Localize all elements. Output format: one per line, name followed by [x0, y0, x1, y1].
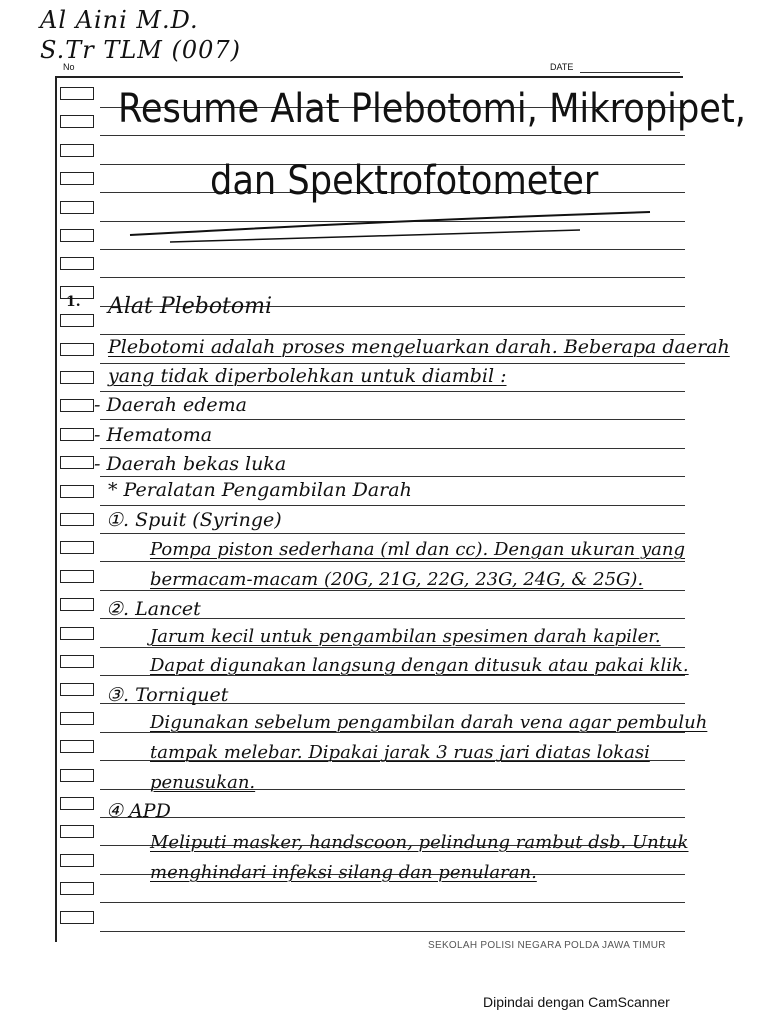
margin-box	[60, 797, 94, 810]
note-line: - Hematoma	[94, 424, 213, 446]
note-line: * Peralatan Pengambilan Darah	[108, 479, 412, 501]
note-line: ②. Lancet	[106, 598, 201, 620]
margin-box	[60, 769, 94, 782]
ruled-line	[100, 135, 685, 136]
margin-box	[60, 115, 94, 128]
margin-box	[60, 229, 94, 242]
note-line: tampak melebar. Dipakai jarak 3 ruas jari diatas lokasi	[150, 742, 650, 763]
margin-box	[60, 172, 94, 185]
note-line: Meliputi masker, handscoon, pelindung rambut dsb. Untuk	[150, 832, 689, 853]
margin-box	[60, 87, 94, 100]
margin-box	[60, 343, 94, 356]
margin-box	[60, 513, 94, 526]
section-heading: Alat Plebotomi	[108, 294, 273, 319]
margin-box	[60, 655, 94, 668]
margin-box	[60, 399, 94, 412]
margin-box	[60, 854, 94, 867]
note-line: Plebotomi adalah proses mengeluarkan darah. Beberapa daerah	[108, 336, 730, 358]
author-name: Al Aini M.D.	[40, 6, 199, 34]
ruled-line	[100, 391, 685, 392]
note-line: ③. Torniquet	[106, 684, 229, 706]
title-flourish	[110, 210, 670, 250]
margin-box	[60, 428, 94, 441]
margin-box	[60, 882, 94, 895]
paper-top-border	[55, 76, 683, 78]
margin-box	[60, 740, 94, 753]
margin-box	[60, 314, 94, 327]
margin-box	[60, 911, 94, 924]
margin-box	[60, 627, 94, 640]
ruled-line	[100, 277, 685, 278]
margin-box	[60, 598, 94, 611]
footer-scanner: Dipindai dengan CamScanner	[483, 994, 670, 1010]
author-class: S.Tr TLM (007)	[40, 36, 242, 64]
section-number: 1.	[66, 294, 81, 310]
margin-box	[60, 825, 94, 838]
margin-box	[60, 712, 94, 725]
ruled-line	[100, 476, 685, 477]
note-line: Dapat digunakan langsung dengan ditusuk atau pakai klik.	[150, 655, 689, 676]
note-line: penusukan.	[150, 772, 256, 793]
ruled-line	[100, 902, 685, 903]
note-line: Digunakan sebelum pengambilan darah vena agar pembuluh	[150, 712, 708, 733]
ruled-line	[100, 561, 685, 562]
margin-box	[60, 371, 94, 384]
label-no: No	[63, 62, 75, 72]
note-line: Pompa piston sederhana (ml dan cc). Dengan ukuran yang	[150, 539, 685, 560]
ruled-line	[100, 448, 685, 449]
margin-box	[60, 257, 94, 270]
ruled-line	[100, 419, 685, 420]
note-line: ④ APD	[106, 800, 171, 822]
margin-box	[60, 201, 94, 214]
note-line: bermacam-macam (20G, 21G, 22G, 23G, 24G, & 25G).	[150, 569, 644, 590]
ruled-line	[100, 363, 685, 364]
note-line: ①. Spuit (Syringe)	[106, 509, 282, 531]
ruled-line	[100, 505, 685, 506]
date-line	[580, 72, 680, 73]
margin-box	[60, 541, 94, 554]
note-line: - Daerah bekas luka	[94, 453, 287, 475]
margin-box	[60, 144, 94, 157]
margin-box	[60, 456, 94, 469]
ruled-line	[100, 817, 685, 818]
footer-school: SEKOLAH POLISI NEGARA POLDA JAWA TIMUR	[428, 940, 666, 951]
margin-box	[60, 570, 94, 583]
note-line: yang tidak diperbolehkan untuk diambil :	[108, 365, 507, 387]
margin-box	[60, 485, 94, 498]
margin-box	[60, 683, 94, 696]
ruled-line	[100, 931, 685, 932]
note-line: - Daerah edema	[94, 394, 247, 416]
title-line-1: Resume Alat Plebotomi, Mikropipet,	[118, 86, 746, 132]
paper-left-border	[55, 76, 57, 942]
note-line: menghindari infeksi silang dan penularan.	[150, 862, 537, 883]
title-line-2: dan Spektrofotometer	[210, 158, 599, 204]
label-date: DATE	[550, 62, 574, 72]
note-line: Jarum kecil untuk pengambilan spesimen darah kapiler.	[150, 626, 661, 647]
ruled-line	[100, 533, 685, 534]
